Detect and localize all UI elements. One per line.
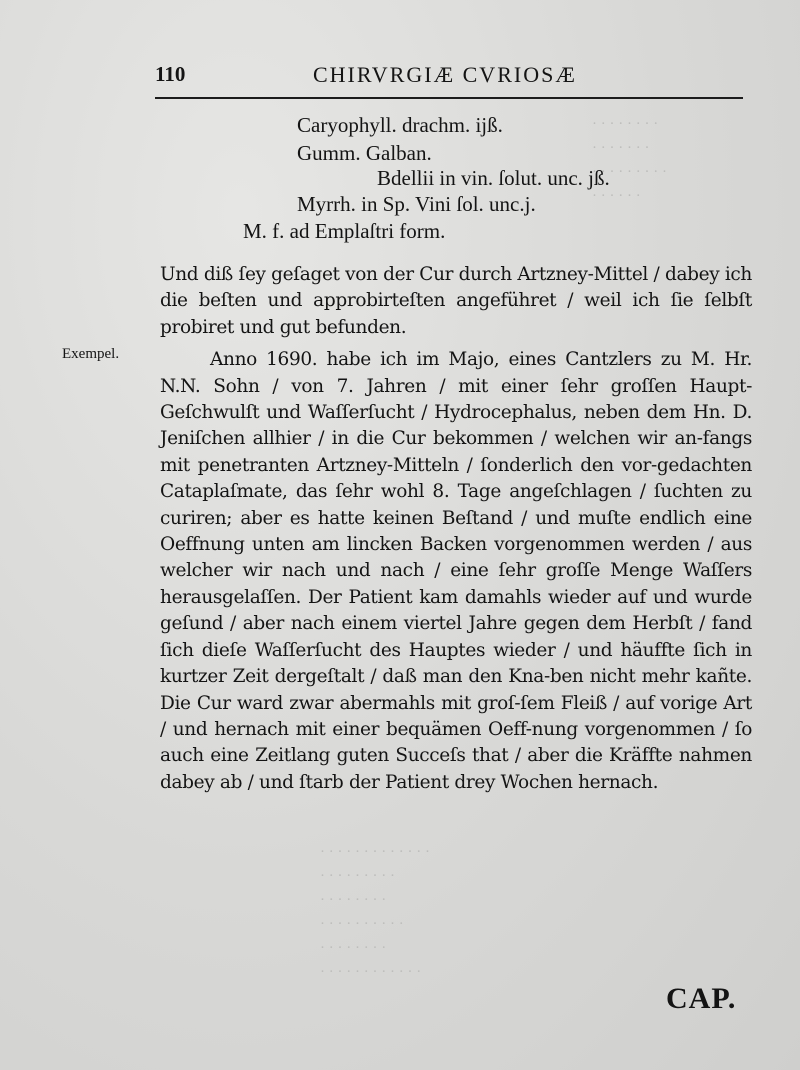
paragraph: Und diß ſey geſaget von der Cur durch Artzney-Mittel / dabey ich die beſten und approbirteſten angeführet / weil ich ſie ſelbſt probiret und gut befunden. [160, 264, 752, 338]
header-rule [155, 97, 743, 99]
recipe-line: Bdellii in vin. ſolut. unc. jß. [377, 166, 610, 190]
paragraph: Anno 1690. habe ich im Majo, eines Cantzlers zu M. Hr. N.N. Sohn / von 7. Jahren / mit einer ſehr groſſen Haupt-Geſchwulſt und Waſſerſucht / Hydrocephalus, neben dem Hn. D. Jeniſchen allhier / in die Cur bekommen / welchen wir an-fangs mit penetranten Artzney-Mitteln / ſonderlich den vor-gedachten Cataplaſmate, das ſehr wohl 8. Tage angeſchlagen / ſuchten zu curiren; aber es hatte keinen Beſtand / und muſte endlich eine Oeffnung unten am lincken Backen vorgenommen werden / aus welcher wir nach und nach / eine ſehr groſſe Menge Waſſers herausgelaſſen. Der Patient kam damahls wieder auf und wurde geſund / aber nach einem viertel Jahre gegen dem Herbſt / fand ſich dieſe Waſſerſucht des Hauptes wieder / und häuffte ſich in kurtzer Zeit dergeſtalt / daß man den Kna-ben nicht mehr kañte. Die Cur ward zwar abermahls mit groſ-ſem Fleiß / auf vorige Art / und hernach mit einer bequämen Oeff-nung vorgenommen / ſo auch eine Zeitlang guten Succeſs that / aber die Kräffte nahmen dabey ab / und ſtarb der Patient drey Wochen hernach. [160, 349, 752, 793]
page-number: 110 [155, 62, 186, 86]
running-title: CHIRVRGIÆ CVRIOSÆ [313, 62, 577, 87]
body-text [160, 262, 752, 796]
catchword: CAP. [666, 982, 737, 1015]
bleed-through-text: · · · · · · · · · · · · · · · · · · · · · · · · · · · · · · · · · · · · · · · · · · · · · · · · · · · · · · · · · · · · [320, 844, 430, 980]
recipe-line: Gumm. Galban. [297, 141, 432, 165]
recipe-line: Myrrh. in Sp. Vini ſol. unc.j. [297, 192, 536, 216]
margin-note: Exempel. [62, 346, 120, 362]
recipe-line: Caryophyll. drachm. ijß. [297, 113, 503, 137]
page-header [155, 62, 743, 92]
recipe-line: M. f. ad Emplaſtri form. [243, 219, 446, 243]
bleed-through-text: · · · · · · · · · · · · · · · · · · · · · · · · · · · · · · [592, 116, 667, 204]
